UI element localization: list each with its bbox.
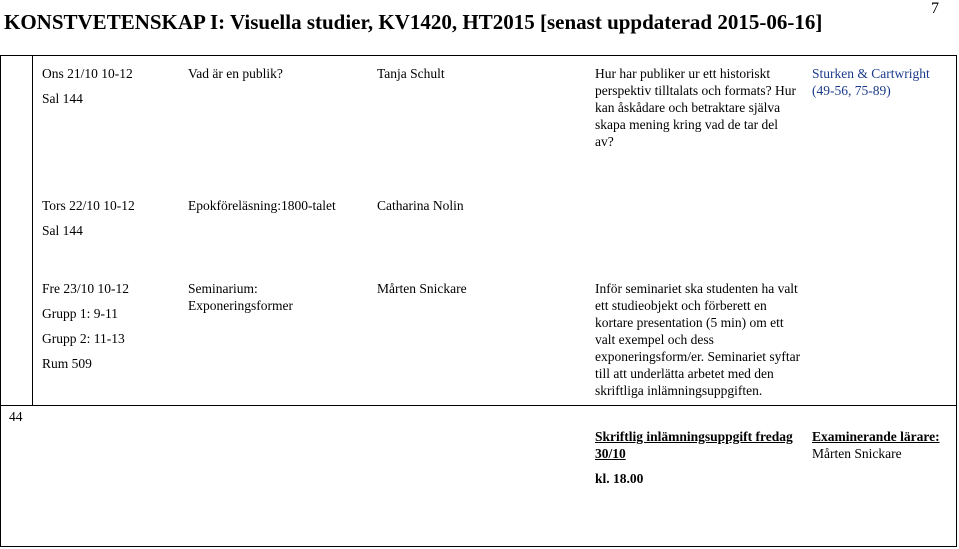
- page-number: 7: [931, 0, 939, 17]
- row-3-datetime: Fre 23/10 10-12: [42, 281, 129, 296]
- table-border-week: [32, 55, 33, 405]
- examiner-label: Examinerande lärare:: [812, 429, 940, 444]
- table-border-week-divider: [0, 405, 957, 406]
- week-number: 44: [9, 409, 23, 424]
- row-3-teacher: Mårten Snickare: [377, 281, 467, 296]
- row-3-group-2: Grupp 2: 11-13: [42, 331, 125, 346]
- examiner: [812, 428, 952, 462]
- assignment-label: Skriftlig inlämningsuppgift fredag 30/10: [595, 429, 793, 461]
- row-2-room: Sal 144: [42, 223, 83, 238]
- page-title: KONSTVETENSKAP I: Visuella studier, KV1420, HT2015 [senast uppdaterad 2015-06-16]: [4, 10, 823, 34]
- row-1-datetime: Ons 21/10 10-12: [42, 66, 133, 81]
- row-2-teacher: Catharina Nolin: [377, 198, 464, 213]
- row-1-reading: Sturken & Cartwright (49-56, 75-89): [812, 66, 930, 98]
- schedule-table: [0, 55, 957, 547]
- assignment-time: kl. 18.00: [595, 471, 644, 486]
- row-2-datetime: Tors 22/10 10-12: [42, 198, 135, 213]
- row-2-time: [42, 197, 172, 239]
- row-2-topic: Epokföreläsning:1800-talet: [188, 198, 336, 213]
- row-1-time: [42, 65, 172, 107]
- row-1-topic: Vad är en publik?: [188, 66, 283, 81]
- row-3-group-1: Grupp 1: 9-11: [42, 306, 118, 321]
- table-border-bottom: [0, 546, 957, 547]
- row-1-room: Sal 144: [42, 91, 83, 106]
- row-3-topic: Seminarium: Exponeringsformer: [188, 281, 293, 313]
- table-border-right: [956, 55, 957, 547]
- row-1-description: Hur har publiker ur ett historiskt perspektiv tilltalats och formats? Hur kan åskådare och betraktare själva skapa mening kring vad de tar del av?: [595, 66, 796, 149]
- row-1-teacher: Tanja Schult: [377, 66, 445, 81]
- assignment-deadline: [595, 428, 800, 487]
- row-3-time: [42, 280, 172, 372]
- examiner-name: Mårten Snickare: [812, 446, 902, 461]
- table-border-left: [0, 55, 1, 547]
- table-border-top: [0, 55, 957, 56]
- row-3-description: Inför seminariet ska studenten ha valt ett studieobjekt och förberett en kortare presentation (5 min) om ett valt exempel och dess exponeringsform/er. Seminariet syftar till att underlätta arbetet med den skriftliga inlämningsuppgiften.: [595, 281, 801, 398]
- row-3-room: Rum 509: [42, 356, 92, 371]
